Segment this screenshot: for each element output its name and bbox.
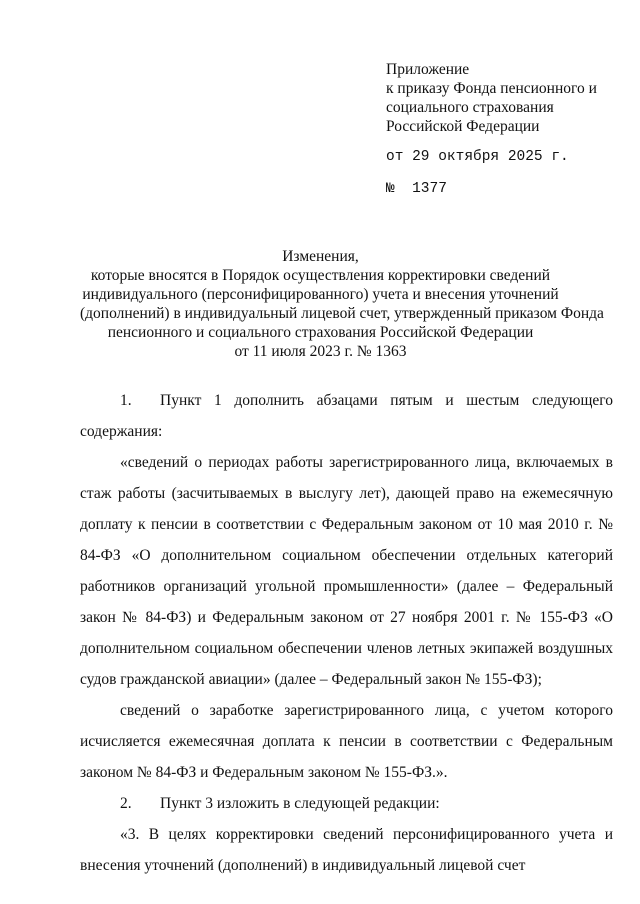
appendix-line: к приказу Фонда пенсионного и [386, 80, 597, 97]
paragraph: «сведений о периодах работы зарегистрированного лица, включаемых в стаж работы (засчитываемых в выслугу лет), дающей право на ежемесячную доплату к пенсии в соответствии с Федеральным законом от 10 мая 2010 г. № 84-ФЗ «О дополнительном социальном обеспечении отдельных категорий работников организаций угольной промышленности» (далее – Федеральный закон № 84-ФЗ) и Федеральным законом от 27 ноября 2001 г. № 155-ФЗ «О дополнительном социальном обеспечении членов летных экипажей воздушных судов гражданской авиации» (далее – Федеральный закон № 155-ФЗ); [80, 454, 613, 688]
title-line: от 11 июля 2023 г. № 1363 [234, 343, 407, 360]
title-line: Изменения, [282, 248, 359, 265]
title-line: (дополнений) в индивидуальный лицевой счет, утвержденный приказом Фонда [80, 305, 604, 322]
list-item-2 [80, 788, 613, 819]
appendix-header [386, 60, 597, 136]
list-item-text: Пункт 3 изложить в следующей редакции: [160, 795, 440, 812]
title-line: пенсионного и социального страхования Российской Федерации [107, 324, 534, 341]
paragraph: сведений о заработке зарегистрированного лица, с учетом которого исчисляется ежемесячная доплата к пенсии в соответствии с Федеральным законом № 84-ФЗ и Федеральным законом № 155-ФЗ.». [80, 702, 613, 781]
list-item-number: 1. [120, 392, 132, 409]
list-item-number: 2. [120, 795, 132, 812]
document-body [80, 385, 613, 881]
title-line: индивидуального (персонифицированного) учета и внесения уточнений [82, 286, 559, 303]
paragraph: «3. В целях корректировки сведений персонифицированного учета и внесения уточнений (дополнений) в индивидуальный лицевой счет [80, 826, 613, 874]
list-item-text: Пункт 1 дополнить абзацами пятым и шестым следующего содержания: [80, 392, 613, 440]
order-date: от 29 октября 2025 г. [386, 149, 569, 165]
appendix-line: социального страхования [386, 99, 554, 116]
appendix-line: Российской Федерации [386, 118, 540, 135]
document-title [80, 247, 604, 361]
order-number: № 1377 [386, 181, 447, 197]
appendix-line: Приложение [386, 61, 470, 78]
list-item-1 [80, 385, 613, 447]
title-line: которые вносятся в Порядок осуществления корректировки сведений [90, 267, 551, 284]
